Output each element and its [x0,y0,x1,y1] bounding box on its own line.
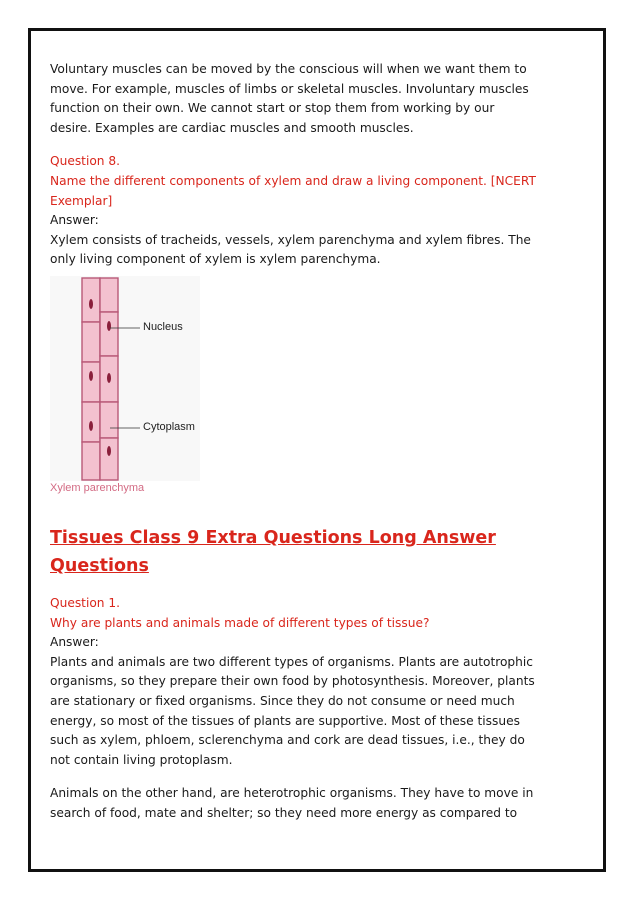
question-1-label: Question 1. [50,595,121,610]
nucleus-label: Nucleus [143,320,183,333]
parenchyma-cells [82,278,118,480]
xylem-parenchyma-diagram [50,276,220,481]
question-1-answer-paragraph-2: Animals on the other hand, are heterotrophic organisms. They have to move in search of food, mate and shelter; so they need more energy as compared to [50,786,534,820]
question-8-text: Name the different components of xylem and draw a living component. [NCERT Exemplar] [50,173,536,208]
xylem-parenchyma-figure [50,276,220,506]
question-1-answer-paragraph-1: Plants and animals are two different types of organisms. Plants are autotrophic organisms, so they prepare their own food by photosynthesis. Moreover, plants are stationary or fixed organisms. Since they do not consume or need much energy, so most of the tissues of plants are supportive. Most of these tissues such as xylem, phloem, sclerenchyma and cork are dead tissues, i.e., they do not contain living protoplasm. [50,654,535,767]
question-8-answer-label: Answer: [50,213,99,228]
question-1-text: Why are plants and animals made of different types of tissue? [50,615,430,630]
intro-paragraph: Voluntary muscles can be moved by the conscious will when we want them to move. For example, muscles of limbs or skeletal muscles. Involuntary muscles function on their own. We cannot start or stop them from working by our desire. Examples are cardiac muscles and smooth muscles. [50,62,529,135]
cytoplasm-label: Cytoplasm [143,420,195,433]
document-content [50,60,538,823]
question-8-answer: Xylem consists of tracheids, vessels, xylem parenchyma and xylem fibres. The only living component of xylem is xylem parenchyma. [50,232,531,267]
question-8-label: Question 8. [50,154,121,169]
question-1-answer-label: Answer: [50,635,99,650]
section-heading: Tissues Class 9 Extra Questions Long Answer Questions [50,527,496,576]
figure-caption: Xylem parenchyma [50,481,145,494]
